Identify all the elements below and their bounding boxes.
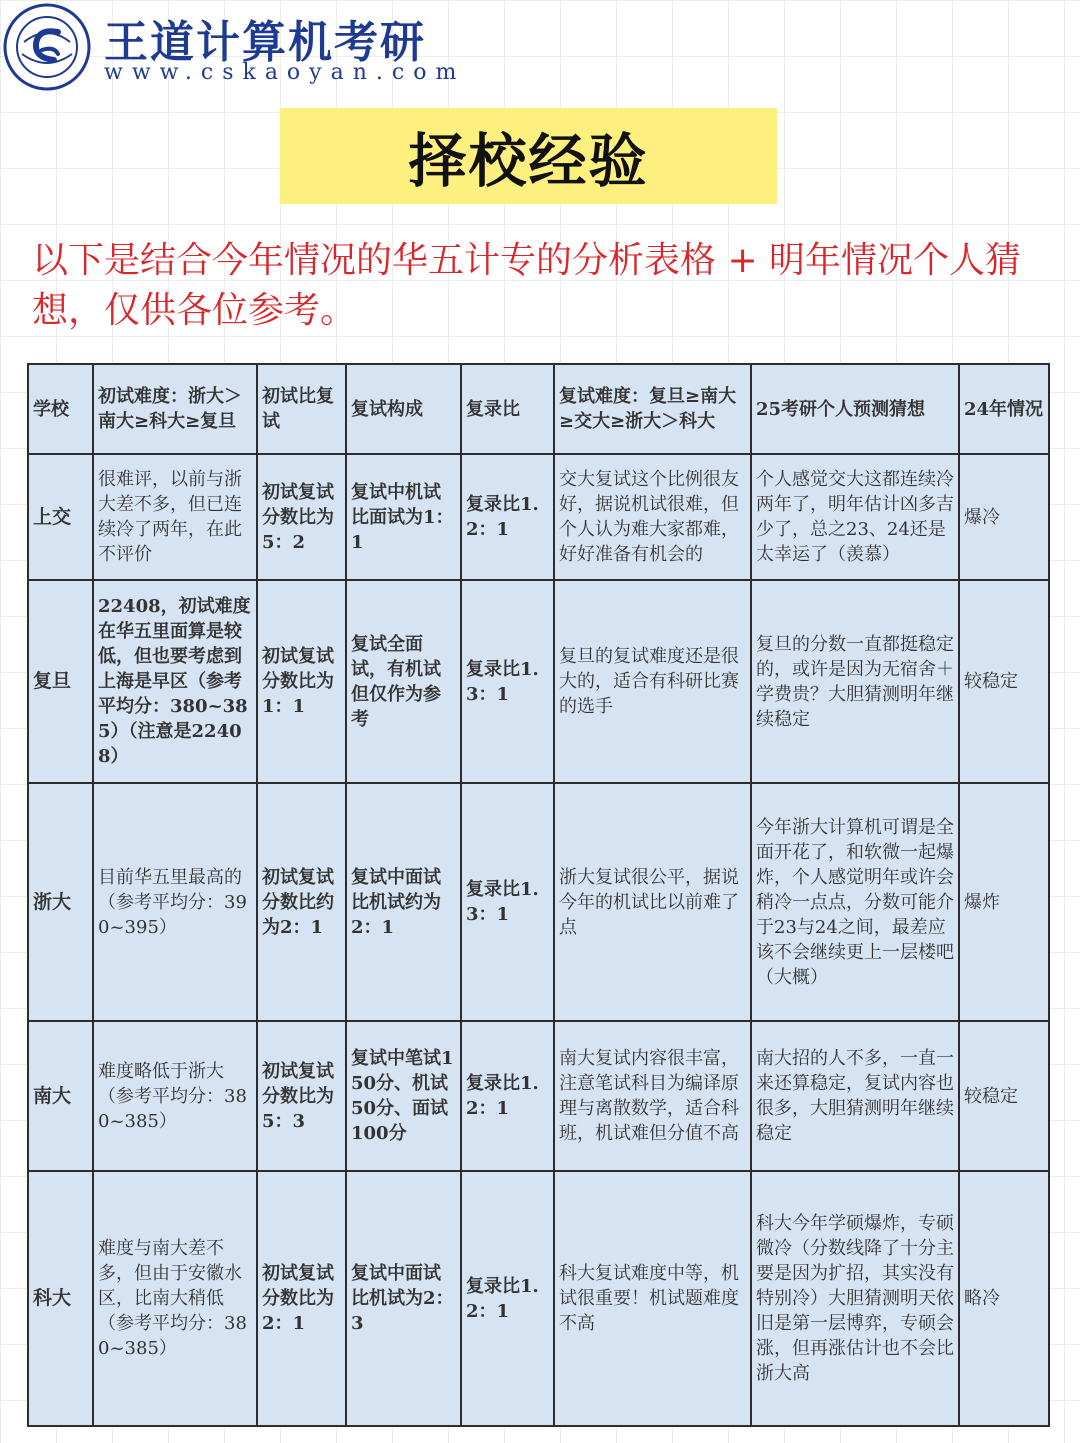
school-cell: 复旦 [28,580,93,783]
difficulty-cell: 很难评，以前与浙大差不多，但已连续冷了两年，在此不评价 [93,454,257,580]
header-cell-school: 学校 [28,364,93,454]
header-cell-composition: 复试构成 [346,364,461,454]
ratio-cell: 初试复试分数比为5：2 [257,454,346,580]
difficulty-cell: 难度与南大差不多，但由于安徽水区，比南大稍低（参考平均分：380~385） [93,1171,257,1426]
prediction-cell: 复旦的分数一直都挺稳定的，或许是因为无宿舍＋学费贵？大胆猜测明年继续稳定 [751,580,959,783]
header-cell-status: 24年情况 [959,364,1049,454]
ratio-cell: 初试复试分数比为1：1 [257,580,346,783]
admit-ratio-cell: 复录比1.3：1 [461,580,554,783]
intro-text: 以下是结合今年情况的华五计专的分析表格 + 明年情况个人猜想，仅供各位参考。 [32,240,1022,331]
status-cell: 较稳定 [959,580,1049,783]
retest-cell: 科大复试难度中等，机试很重要！机试题难度不高 [554,1171,751,1426]
header-cell-difficulty: 初试难度：浙大＞南大≥科大≥复旦 [93,364,257,454]
prediction-cell: 个人感觉交大这都连续冷两年了，明年估计凶多吉少了，总之23、24还是太幸运了（羡慕） [751,454,959,580]
table-row [28,454,1049,580]
header-cell-admit-ratio: 复录比 [461,364,554,454]
page-title-banner: 择校经验 [280,108,777,204]
composition-cell: 复试中笔试150分、机试50分、面试100分 [346,1021,461,1171]
brand-title: 王道计算机考研 [104,17,426,68]
retest-cell: 南大复试内容很丰富，注意笔试科目为编译原理与离散数学，适合科班，机试难但分值不高 [554,1021,751,1171]
status-cell: 爆冷 [959,454,1049,580]
prediction-cell: 科大今年学硕爆炸，专硕微冷（分数线降了十分主要是因为扩招，其实没有特别冷）大胆猜测明天依旧是第一层博弈，专硕会涨，但再涨估计也不会比浙大高 [751,1171,959,1426]
school-cell: 上交 [28,454,93,580]
cs-globe-logo-icon [2,2,92,92]
composition-cell: 复试中面试比机试约为2：1 [346,783,461,1021]
table-row [28,1171,1049,1426]
school-cell: 浙大 [28,783,93,1021]
school-cell: 科大 [28,1171,93,1426]
table-header-row [28,364,1049,454]
retest-cell: 复旦的复试难度还是很大的，适合有科研比赛的选手 [554,580,751,783]
brand-url[interactable]: www.cskaoyan.com [104,60,466,85]
ratio-cell: 初试复试分数比为5：3 [257,1021,346,1171]
ratio-cell: 初试复试分数比约为2：1 [257,783,346,1021]
difficulty-cell: 22408，初试难度在华五里面算是较低，但也要考虑到上海是早区（参考平均分：380~385）（注意是22408） [93,580,257,783]
status-cell: 略冷 [959,1171,1049,1426]
status-cell: 爆炸 [959,783,1049,1021]
admit-ratio-cell: 复录比1.2：1 [461,1021,554,1171]
composition-cell: 复试中面试比机试为2：3 [346,1171,461,1426]
header-cell-prediction: 25考研个人预测猜想 [751,364,959,454]
school-cell: 南大 [28,1021,93,1171]
ratio-cell: 初试复试分数比为2：1 [257,1171,346,1426]
prediction-cell: 今年浙大计算机可谓是全面开花了，和软微一起爆炸，个人感觉明年或许会稍冷一点点，分数可能介于23与24之间，最差应该不会继续更上一层楼吧（大概） [751,783,959,1021]
composition-cell: 复试全面试，有机试但仅作为参考 [346,580,461,783]
admit-ratio-cell: 复录比1.3：1 [461,783,554,1021]
table-row [28,1021,1049,1171]
retest-cell: 交大复试这个比例很友好，据说机试很难，但个人认为难大家都难，好好准备有机会的 [554,454,751,580]
school-comparison-table [27,363,1048,1425]
table-row [28,783,1049,1021]
admit-ratio-cell: 复录比1.2：1 [461,1171,554,1426]
retest-cell: 浙大复试很公平，据说今年的机试比以前难了点 [554,783,751,1021]
header-cell-ratio: 初试比复试 [257,364,346,454]
composition-cell: 复试中机试比面试为1：1 [346,454,461,580]
header-cell-retest-difficulty: 复试难度：复旦≥南大≥交大≥浙大＞科大 [554,364,751,454]
prediction-cell: 南大招的人不多，一直一来还算稳定，复试内容也很多，大胆猜测明年继续稳定 [751,1021,959,1171]
difficulty-cell: 目前华五里最高的（参考平均分：390~395） [93,783,257,1021]
status-cell: 较稳定 [959,1021,1049,1171]
admit-ratio-cell: 复录比1.2：1 [461,454,554,580]
table-row [28,580,1049,783]
brand-header [0,0,1080,95]
difficulty-cell: 难度略低于浙大（参考平均分：380~385） [93,1021,257,1171]
